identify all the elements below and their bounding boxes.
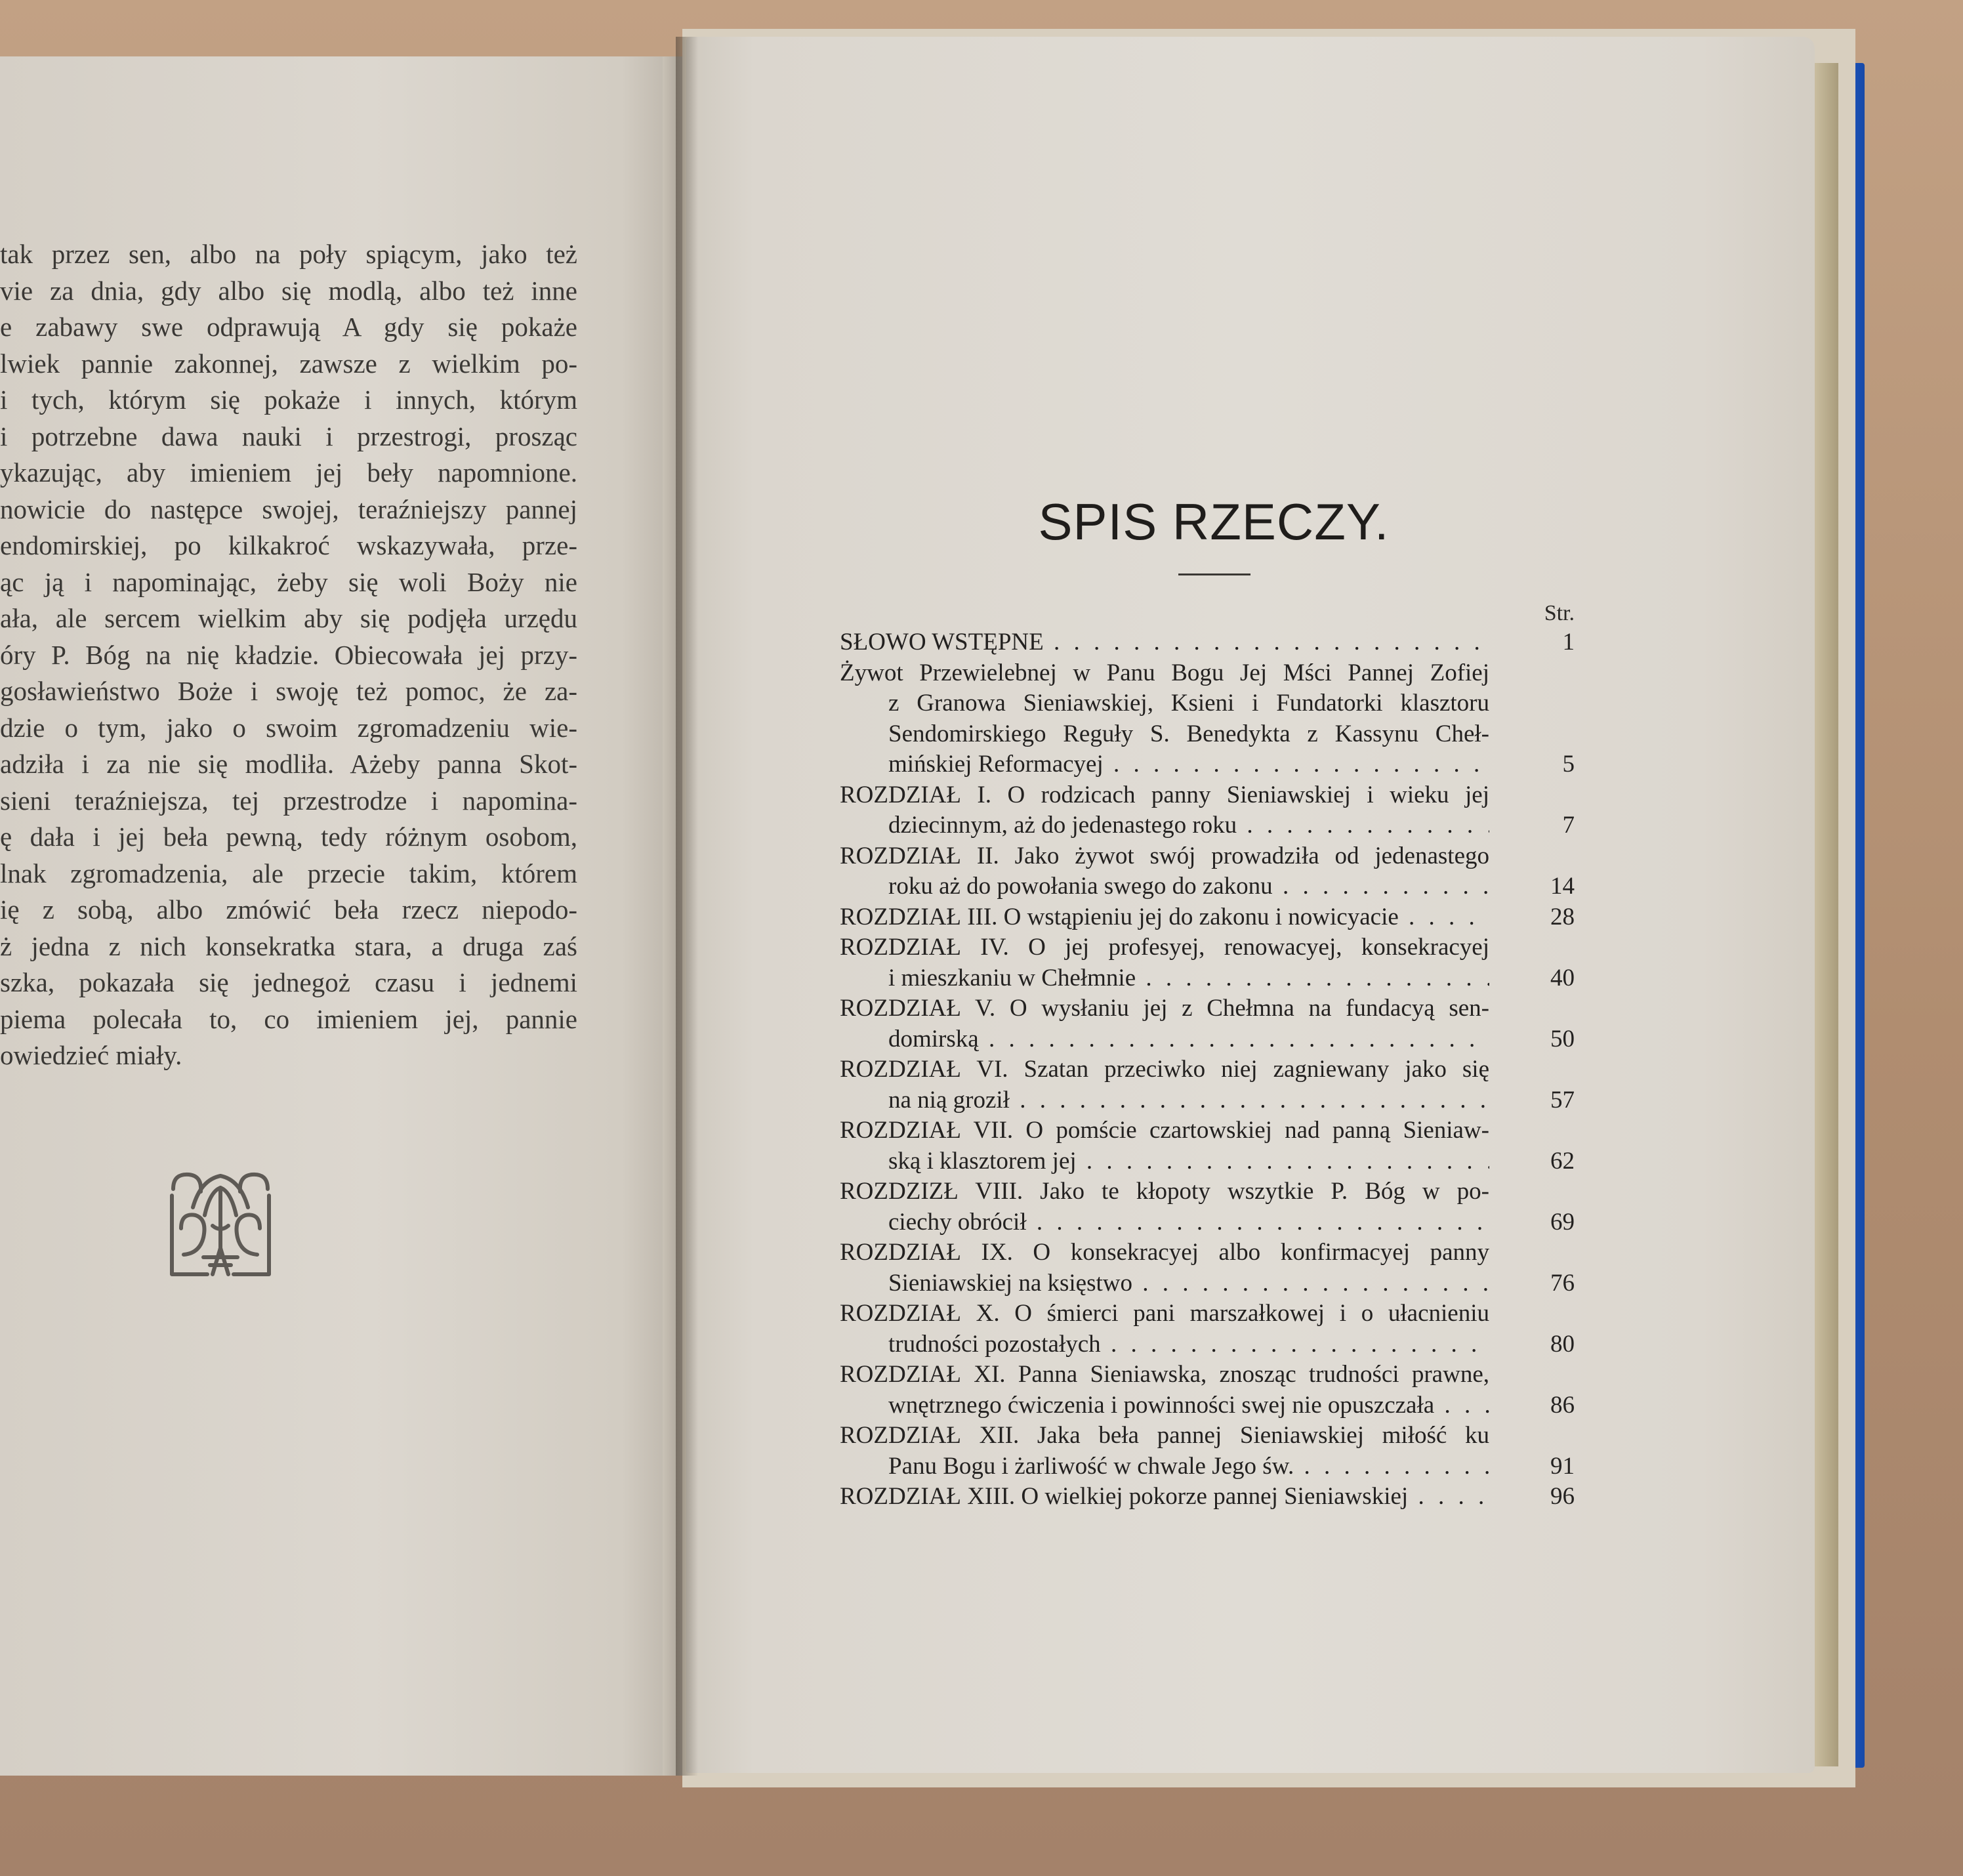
text-line: i potrzebne dawa nauki i przestrogi, prosząc: [0, 421, 577, 451]
toc-entry: [840, 1299, 1575, 1360]
toc-entry: [840, 1421, 1575, 1482]
toc-entry-page: 50: [1550, 1025, 1575, 1053]
toc-entry: [840, 1482, 1575, 1512]
text-line: piema polecała to, co imieniem jej, pannie: [0, 1003, 577, 1034]
text-line: tak przez sen, albo na poły spiącym, jako też: [0, 239, 577, 269]
toc-entry-text: Żywot Przewielebnej w Panu Bogu Jej Mści Pannej Zofiej: [840, 659, 1489, 686]
toc-entry-text: ROZDZIZŁ VIII. Jako te kłopoty wszytkie P. Bóg w po-: [840, 1178, 1489, 1205]
toc-entry-page: 62: [1550, 1147, 1575, 1175]
page-column-label: Str.: [1544, 601, 1575, 625]
toc-entry-text: ROZDZIAŁ I. O rodzicach panny Sieniawskiej i wieku jej: [840, 781, 1489, 808]
toc-entry-page: 14: [1550, 873, 1575, 900]
toc-entry-page: 28: [1550, 903, 1575, 930]
text-line: i tych, którym się pokaże i innych, którym: [0, 385, 577, 415]
toc-entry-text: ROZDZIAŁ XIII. O wielkiej pokorze pannej Sieniawskiej . . .: [840, 1482, 1489, 1512]
text-line: ała, ale sercem wielkim aby się podjęła urzędu: [0, 603, 577, 633]
left-page-text: [0, 236, 577, 1074]
toc-entry-text: ROZDZIAŁ III. O wstąpieniu jej do zakonu i nowicyacie . . .: [840, 902, 1489, 933]
toc-entry: [840, 1360, 1575, 1421]
text-line: lnak zgromadzenia, ale przecie takim, którem: [0, 858, 577, 888]
toc-entry-text: ROZDZIAŁ V. O wysłaniu jej z Chełmna na fundacyą sen-: [840, 995, 1489, 1022]
toc-entry-page: 91: [1550, 1452, 1575, 1480]
toc-entry-page: 5: [1562, 751, 1575, 778]
toc-title: SPIS RZECZY.: [1038, 493, 1390, 551]
toc-entry-text: ROZDZIAŁ VI. Szatan przeciwko niej zagniewany jako się: [840, 1056, 1489, 1083]
toc-entry-text: SŁOWO WSTĘPNE . . .: [840, 627, 1489, 658]
toc-entry-page: 76: [1550, 1269, 1575, 1297]
toc-entry: [840, 658, 1575, 780]
toc-entry: [840, 1054, 1575, 1115]
toc-entry-page: 40: [1550, 964, 1575, 991]
toc-entry-text: ROZDZIAŁ IV. O jej profesyej, renowacyej, konsekracyej: [840, 934, 1489, 961]
text-line: szka, pokazała się jednegoż czasu i jednemi: [0, 967, 577, 997]
text-line: ż jedna z nich konsekratka stara, a druga zaś: [0, 930, 577, 961]
toc-entry-text: ską i klasztorem jej . . .: [840, 1146, 1489, 1177]
toc-entry-text: mińskiej Reformacyej . . .: [840, 749, 1489, 780]
text-line: e zabawy swe odprawują A gdy się pokaże: [0, 312, 577, 342]
toc-entry: [840, 1177, 1575, 1238]
toc-entry: [840, 902, 1575, 933]
text-line: vie za dnia, gdy albo się modlą, albo też inne: [0, 275, 577, 306]
toc-entry: [840, 841, 1575, 902]
toc-entry-text: ROZDZIAŁ X. O śmierci pani marszałkowej i o ułacnieniu: [840, 1300, 1489, 1327]
toc-entry: [840, 627, 1575, 658]
toc-entry-text: ROZDZIAŁ XII. Jaka beła pannej Sieniawskiej miłość ku: [840, 1422, 1489, 1449]
toc-entry: [840, 932, 1575, 993]
toc-entry-text: wnętrznego ćwiczenia i powinności swej nie opuszczała . . .: [840, 1390, 1489, 1421]
text-line: gosławieństwo Boże i swoję też pomoc, że za-: [0, 676, 577, 706]
gutter-shadow: [676, 37, 698, 1776]
text-line: lwiek pannie zakonnej, zawsze z wielkim po-: [0, 348, 577, 379]
toc-entry-page: 86: [1550, 1391, 1575, 1419]
toc-entry-text: ROZDZIAŁ II. Jako żywot swój prowadziła od jedenastego: [840, 842, 1489, 869]
text-line: ąc ją i napominając, żeby się woli Boży nie: [0, 566, 577, 597]
text-line: nowicie do następce swojej, teraźniejszy pannej: [0, 493, 577, 524]
toc-entry-text: Sendomirskiego Reguły S. Benedykta z Kassynu Cheł-: [888, 720, 1489, 747]
text-line: ykazując, aby imieniem jej beły napomnione.: [0, 457, 577, 488]
toc-entry: [840, 1238, 1575, 1299]
toc-entry: [840, 780, 1575, 841]
floral-ornament-icon: [167, 1169, 274, 1281]
toc-entry-text: dziecinnym, aż do jedenastego roku . . .: [840, 810, 1489, 841]
toc-entry-text: ROZDZIAŁ VII. O pomście czartowskiej nad panną Sieniaw-: [840, 1117, 1489, 1144]
toc-entry-page: 96: [1550, 1483, 1575, 1510]
text-line: ię z sobą, albo zmówić beła rzecz niepodo-: [0, 894, 577, 925]
toc-entry-text: ROZDZIAŁ IX. O konsekracyej albo konfirmacyej panny: [840, 1239, 1489, 1266]
toc-entry-text: i mieszkaniu w Chełmnie . . .: [840, 963, 1489, 994]
toc-entry-text: z Granowa Sieniawskiej, Ksieni i Fundatorki klasztoru: [888, 690, 1489, 717]
table-of-contents: [840, 627, 1575, 1512]
toc-entry-text: roku aż do powołania swego do zakonu . . .: [840, 871, 1489, 902]
toc-entry-text: ROZDZIAŁ XI. Panna Sieniawska, znosząc trudności prawne,: [840, 1361, 1489, 1388]
toc-entry-text: trudności pozostałych . . .: [840, 1329, 1489, 1360]
toc-entry-text: domirską . . .: [840, 1024, 1489, 1055]
title-rule: [1178, 573, 1250, 575]
toc-entry-page: 69: [1550, 1208, 1575, 1236]
toc-entry-page: 57: [1550, 1086, 1575, 1114]
text-line: endomirskiej, po kilkakroć wskazywała, prze-: [0, 530, 577, 560]
text-line: dzie o tym, jako o swoim zgromadzeniu wie-: [0, 712, 577, 743]
text-line: sieni teraźniejsza, tej przestrodze i napomina-: [0, 785, 577, 816]
toc-entry-text: ciechy obrócił . . .: [840, 1207, 1489, 1238]
toc-entry-page: 1: [1562, 629, 1575, 656]
text-line: owiedzieć miały.: [0, 1040, 182, 1070]
toc-entry: [840, 993, 1575, 1054]
toc-entry-text: Panu Bogu i żarliwość w chwale Jego św. . . .: [840, 1451, 1489, 1482]
toc-entry: [840, 1115, 1575, 1177]
toc-entry-text: na nią groził . . .: [840, 1085, 1489, 1116]
text-line: óry P. Bóg na nię kładzie. Obiecowała jej przy-: [0, 639, 577, 670]
toc-entry-text: Sieniawskiej na księstwo . . .: [840, 1268, 1489, 1299]
toc-entry-page: 7: [1562, 812, 1575, 839]
toc-entry-page: 80: [1550, 1330, 1575, 1358]
text-line: ę dała i jej beła pewną, tedy różnym osobom,: [0, 822, 577, 852]
text-line: adziła i za nie się modliła. Ażeby panna Skot-: [0, 749, 577, 779]
